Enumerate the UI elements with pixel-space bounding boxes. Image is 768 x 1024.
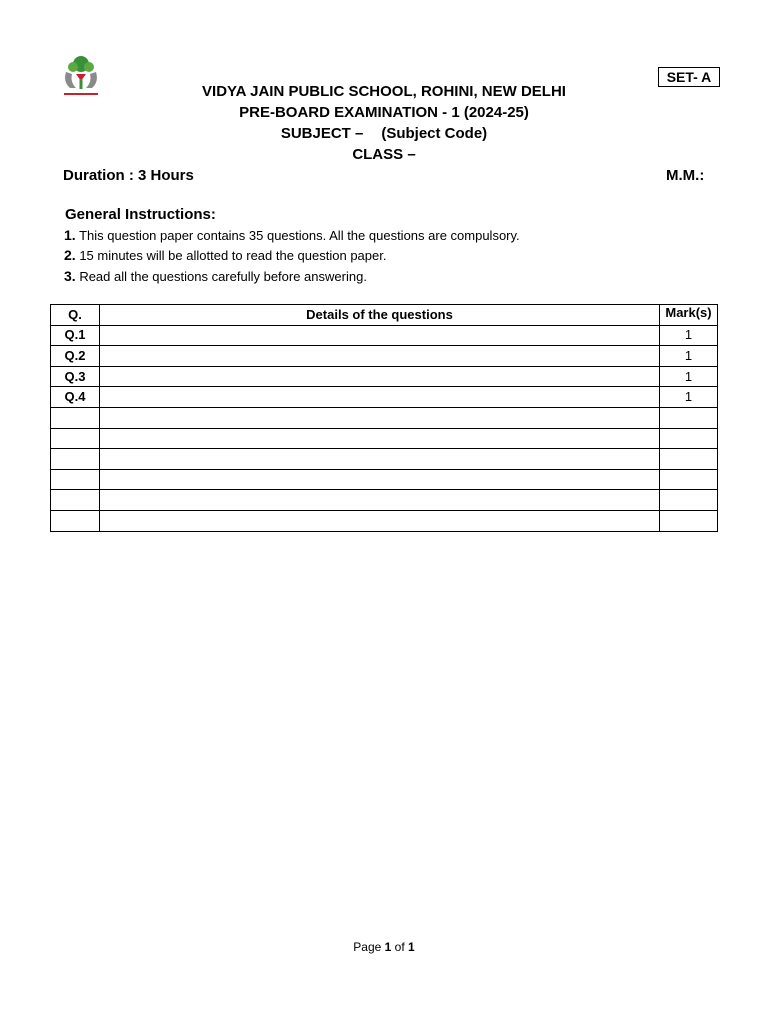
question-details (100, 366, 660, 387)
table-row (51, 449, 718, 470)
question-number: Q.2 (51, 346, 100, 367)
instruction-number: 2. (64, 247, 76, 263)
page-word: Page (353, 940, 382, 954)
instruction-text: This question paper contains 35 questions. All the questions are compulsory. (79, 228, 520, 243)
question-marks: 1 (660, 346, 718, 367)
subject-line (0, 123, 768, 144)
instruction-item (64, 226, 520, 245)
page-footer (0, 940, 768, 954)
exam-title: PRE-BOARD EXAMINATION - 1 (2024-25) (239, 104, 529, 121)
subject-label: SUBJECT – (280, 125, 364, 142)
table-row (51, 469, 718, 490)
question-details (100, 490, 660, 511)
question-number (51, 428, 100, 449)
question-details (100, 407, 660, 428)
question-number: Q.1 (51, 325, 100, 346)
question-marks (660, 428, 718, 449)
table-row (51, 510, 718, 531)
question-details (100, 428, 660, 449)
question-marks: 1 (660, 325, 718, 346)
instruction-number: 1. (64, 227, 76, 243)
class-label: CLASS – (352, 146, 416, 163)
table-row (51, 346, 718, 367)
question-number (51, 449, 100, 470)
question-details (100, 325, 660, 346)
set-label: SET- A (658, 67, 720, 87)
question-details (100, 346, 660, 367)
column-header-details: Details of the questions (100, 305, 660, 326)
instruction-number: 3. (64, 268, 76, 284)
question-marks (660, 407, 718, 428)
duration: Duration : 3 Hours (63, 167, 194, 184)
question-marks (660, 469, 718, 490)
total-pages: 1 (408, 940, 415, 954)
table-row (51, 325, 718, 346)
question-marks (660, 449, 718, 470)
school-name: VIDYA JAIN PUBLIC SCHOOL, ROHINI, NEW DELHI (202, 83, 566, 100)
question-number (51, 490, 100, 511)
question-number: Q.4 (51, 387, 100, 408)
question-details (100, 469, 660, 490)
table-row (51, 387, 718, 408)
table-row (51, 428, 718, 449)
instruction-item (64, 246, 386, 265)
column-header-q: Q. (51, 305, 100, 326)
questions-table (50, 304, 718, 532)
question-marks: 1 (660, 387, 718, 408)
question-number (51, 469, 100, 490)
instruction-item (64, 267, 367, 286)
question-marks: 1 (660, 366, 718, 387)
subject-code: (Subject Code) (381, 125, 488, 142)
of-word: of (394, 940, 405, 954)
table-row (51, 407, 718, 428)
question-number (51, 510, 100, 531)
instructions-title: General Instructions: (65, 206, 216, 223)
instruction-text: 15 minutes will be allotted to read the question paper. (79, 248, 387, 263)
question-details (100, 449, 660, 470)
current-page: 1 (384, 940, 392, 954)
question-details (100, 510, 660, 531)
table-header-row (51, 305, 718, 326)
question-marks (660, 510, 718, 531)
max-marks: M.M.: (666, 167, 705, 184)
question-marks (660, 490, 718, 511)
instruction-text: Read all the questions carefully before answering. (79, 269, 367, 284)
column-header-marks: Mark(s) (660, 305, 718, 326)
table-row (51, 366, 718, 387)
question-number (51, 407, 100, 428)
question-number: Q.3 (51, 366, 100, 387)
table-row (51, 490, 718, 511)
question-details (100, 387, 660, 408)
